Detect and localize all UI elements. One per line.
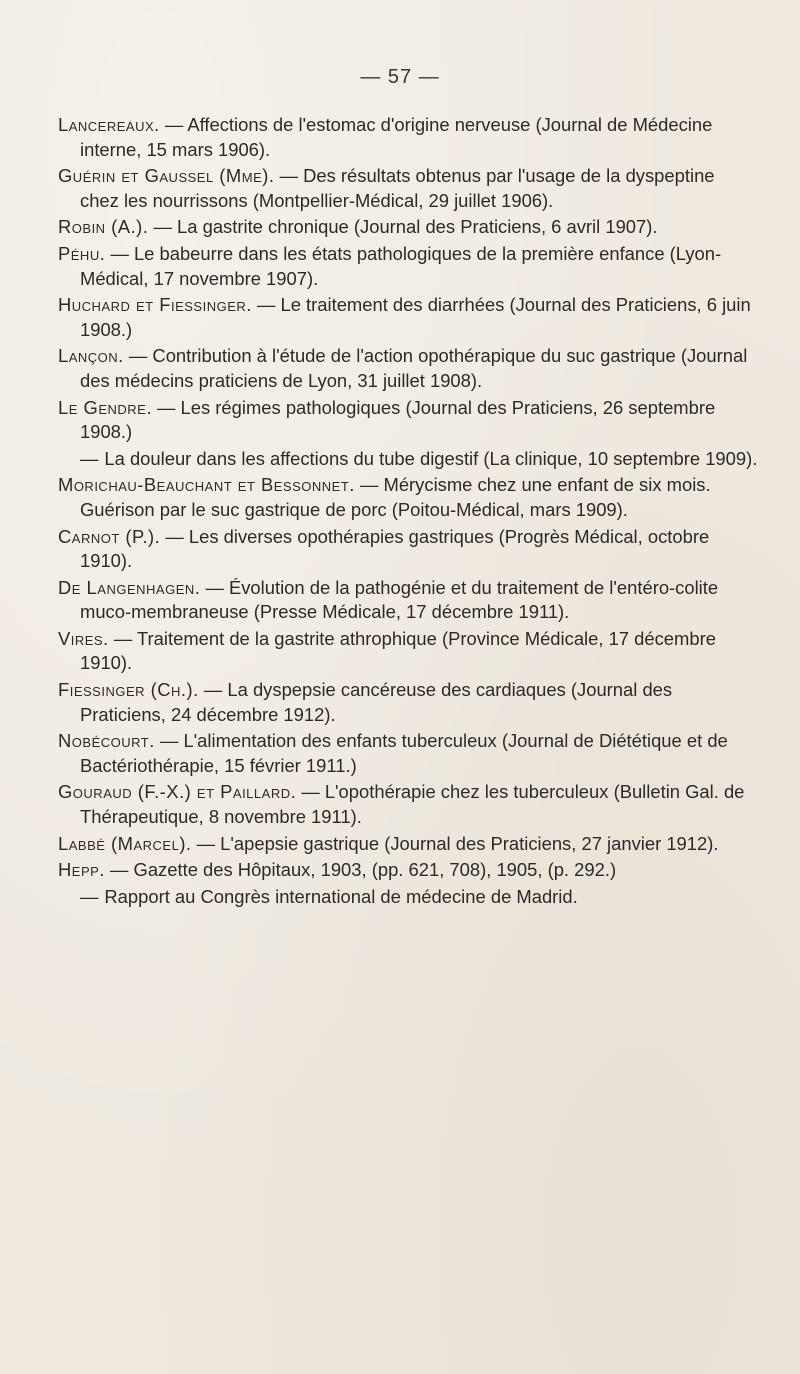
reference-text: — Évolution de la pathogénie et du traitement de l'entéro-colite muco-membraneuse (Presse Médicale, 17 décembre 1911). [80,576,719,623]
reference-author: Morichau-Beauchant et Bessonnet. [58,474,355,496]
reference-author: Le Gendre. [58,396,152,418]
reference-entry [58,113,758,162]
reference-entry [58,215,758,240]
reference-author: Nobécourt. [58,730,155,752]
reference-text: — La gastrite chronique (Journal des Praticiens, 6 avril 1907). [148,216,658,238]
reference-author: Fiessinger (Ch.). [58,679,199,701]
reference-author: Huchard et Fiessinger. [58,294,252,316]
reference-entry-continued [58,885,758,910]
reference-author: Gouraud (F.-X.) et Paillard. [58,781,297,803]
reference-entry [58,242,758,291]
ditto-dash: — [80,885,99,907]
reference-author: Guérin et Gaussel (Mme). [58,165,275,187]
reference-entry [58,678,758,727]
reference-author: Vires. [58,627,109,649]
reference-text: — Les diverses opothérapies gastriques (Progrès Médical, octobre 1910). [80,525,710,572]
reference-author: Lancereaux. [58,114,160,135]
reference-entry-continued [58,447,758,472]
reference-text: La douleur dans les affections du tube digestif (La clinique, 10 septembre 1909). [104,447,758,469]
reference-author: Carnot (P.). [58,525,161,547]
reference-author: Péhu. [58,242,106,264]
reference-entry [58,832,758,857]
reference-text: — Mérycisme chez une enfant de six mois. Guérison par le suc gastrique de porc (Poitou-Médical, mars 1909). [80,474,711,520]
reference-entry [58,858,758,883]
reference-author: Robin (A.). [58,216,149,238]
reference-author: Hepp. [58,859,105,881]
reference-text: — L'opothérapie chez les tuberculeux (Bulletin Gal. de Thérapeutique, 8 novembre 1911). [80,781,745,828]
reference-text: — Le babeurre dans les états pathologiques de la première enfance (Lyon-Médical, 17 novembre 1907). [80,242,722,289]
reference-text: — Le traitement des diarrhées (Journal des Praticiens, 6 juin 1908.) [80,294,751,340]
reference-text: — Gazette des Hôpitaux, 1903, (pp. 621, 708), 1905, (p. 292.) [104,859,617,881]
reference-entry [58,780,758,829]
reference-text: Rapport au Congrès international de médecine de Madrid. [104,885,578,907]
reference-list [58,113,758,911]
reference-author: De Langenhagen. [58,576,201,598]
ditto-dash: — [80,447,99,469]
reference-entry [58,344,758,393]
reference-text: — La dyspepsie cancéreuse des cardiaques (Journal des Praticiens, 24 décembre 1912). [80,679,673,725]
reference-text: — Contribution à l'étude de l'action opothérapique du suc gastrique (Journal des médecins praticiens de Lyon, 31 juillet 1908). [80,345,748,391]
reference-text: — Traitement de la gastrite athrophique (Province Médicale, 17 décembre 1910). [80,627,716,674]
reference-author: Lançon. [58,345,124,367]
reference-entry [58,576,758,625]
reference-text: — Les régimes pathologiques (Journal des Praticiens, 26 septembre 1908.) [80,396,716,443]
reference-entry [58,396,758,445]
reference-entry [58,525,758,574]
reference-author: Labbé (Marcel). [58,832,192,854]
page-number: — 57 — [360,66,440,88]
reference-text: — L'alimentation des enfants tuberculeux (Journal de Diététique et de Bactériothérapie, 15 février 1911.) [80,730,728,776]
reference-text: — L'apepsie gastrique (Journal des Praticiens, 27 janvier 1912). [191,832,719,854]
reference-entry [58,164,758,213]
reference-text: — Affections de l'estomac d'origine nerveuse (Journal de Médecine interne, 15 mars 1906). [80,114,713,160]
reference-entry [58,293,758,342]
reference-entry [58,473,758,522]
reference-entry [58,627,758,676]
reference-entry [58,729,758,778]
reference-text: — Des résultats obtenus par l'usage de la dyspeptine chez les nourrissons (Montpellier-Médical, 29 juillet 1906). [80,165,715,211]
